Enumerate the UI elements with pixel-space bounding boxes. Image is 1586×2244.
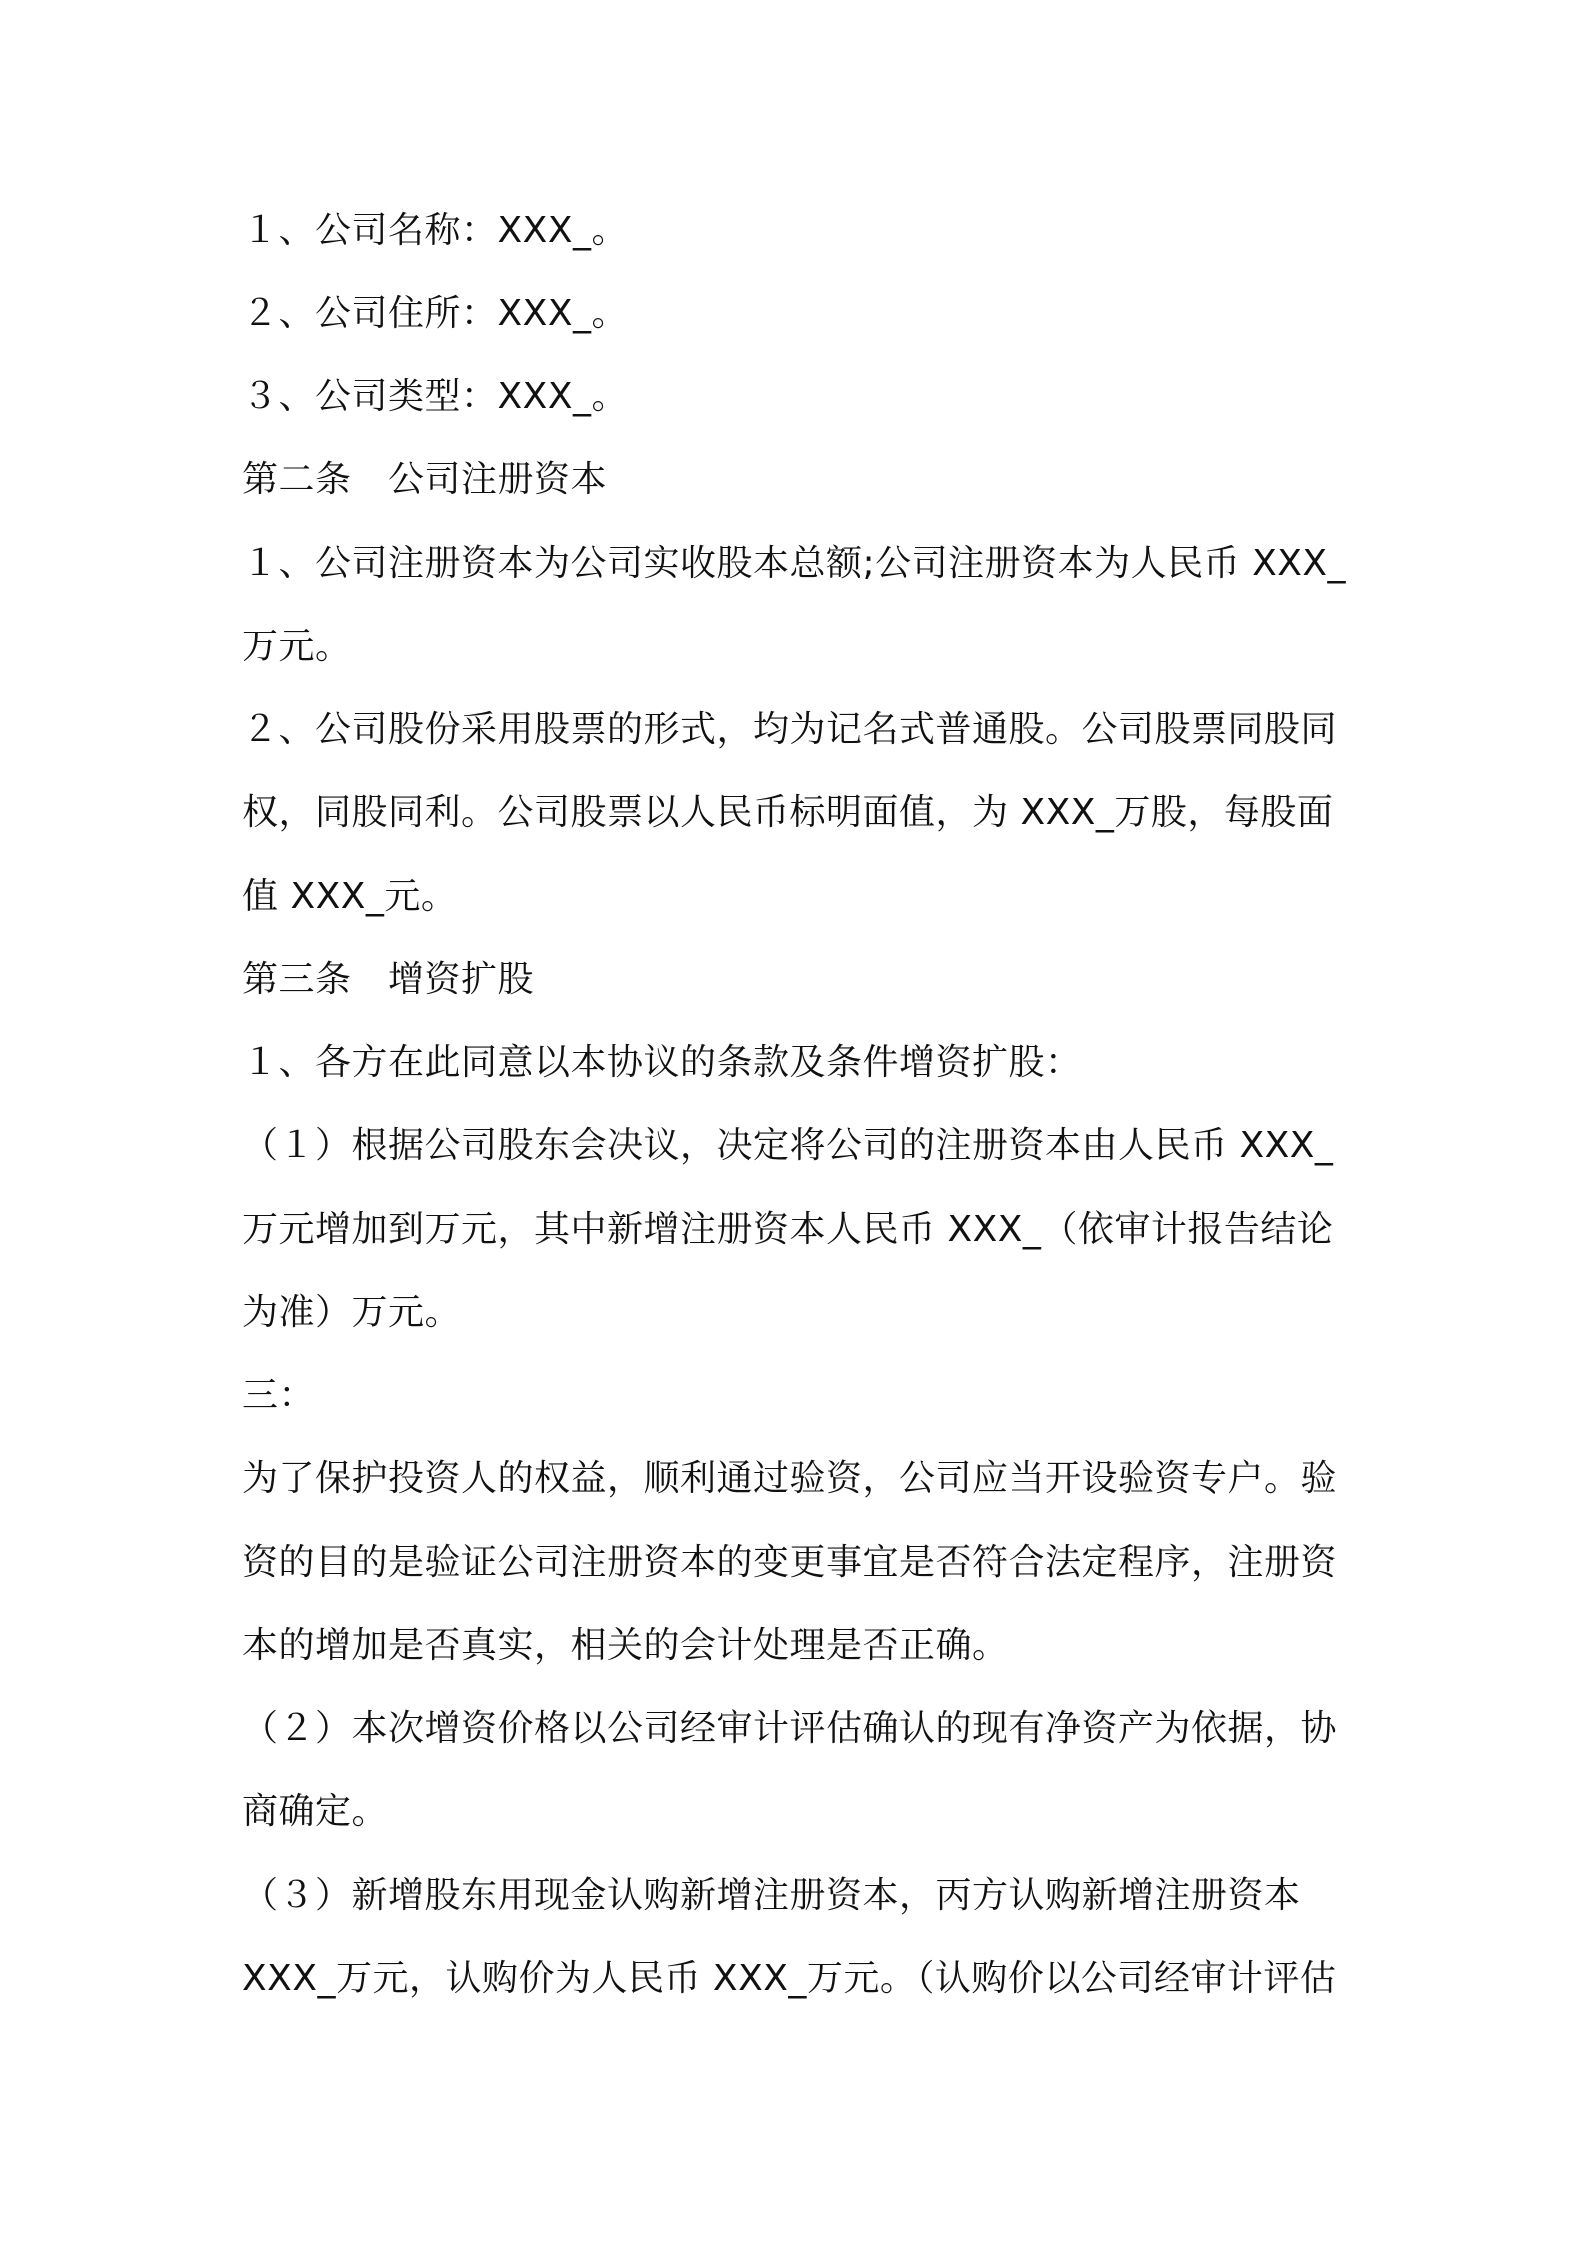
paragraph-line: 万元。 (242, 626, 352, 667)
article-2-heading: 第二条 公司注册资本 (242, 459, 608, 500)
paragraph-line: （２）本次增资价格以公司经审计评估确认的现有净资产为依据，协 (242, 1708, 1338, 1749)
company-name-clause: １、公司名称：XXX_。 (242, 210, 628, 251)
paragraph-line: １、公司注册资本为公司实收股本总额;公司注册资本为人民币 XXX_ (242, 543, 1347, 584)
paragraph-line: 资的目的是验证公司注册资本的变更事宜是否符合法定程序，注册资 (242, 1542, 1338, 1583)
article-3-heading: 第三条 增资扩股 (242, 959, 535, 1000)
paragraph-line: １、各方在此同意以本协议的条款及条件增资扩股： (242, 1042, 1082, 1083)
paragraph-line: XXX_万元，认购价为人民币 XXX_万元。（认购价以公司经审计评估 (242, 1958, 1337, 1999)
paragraph-line: 值 XXX_元。 (242, 876, 458, 917)
company-type-clause: ３、公司类型：XXX_。 (242, 376, 628, 417)
paragraph-line: （１）根据公司股东会决议，决定将公司的注册资本由人民币 XXX_ (242, 1125, 1334, 1166)
paragraph-line: 本的增加是否真实，相关的会计处理是否正确。 (242, 1625, 1009, 1666)
paragraph-line: 商确定。 (242, 1791, 389, 1832)
paragraph-line: ２、公司股份采用股票的形式，均为记名式普通股。公司股票同股同 (242, 709, 1338, 750)
paragraph-line: 万元增加到万元，其中新增注册资本人民币 XXX_（依审计报告结论 (242, 1209, 1334, 1250)
company-address-clause: ２、公司住所：XXX_。 (242, 293, 628, 334)
section-three-heading: 三： (242, 1375, 316, 1416)
paragraph-line: （３）新增股东用现金认购新增注册资本，丙方认购新增注册资本 (242, 1875, 1301, 1916)
paragraph-line: 权，同股同利。公司股票以人民币标明面值，为 XXX_万股，每股面 (242, 792, 1334, 833)
paragraph-line: 为了保护投资人的权益，顺利通过验资，公司应当开设验资专户。验 (242, 1458, 1338, 1499)
paragraph-line: 为准）万元。 (242, 1292, 462, 1333)
